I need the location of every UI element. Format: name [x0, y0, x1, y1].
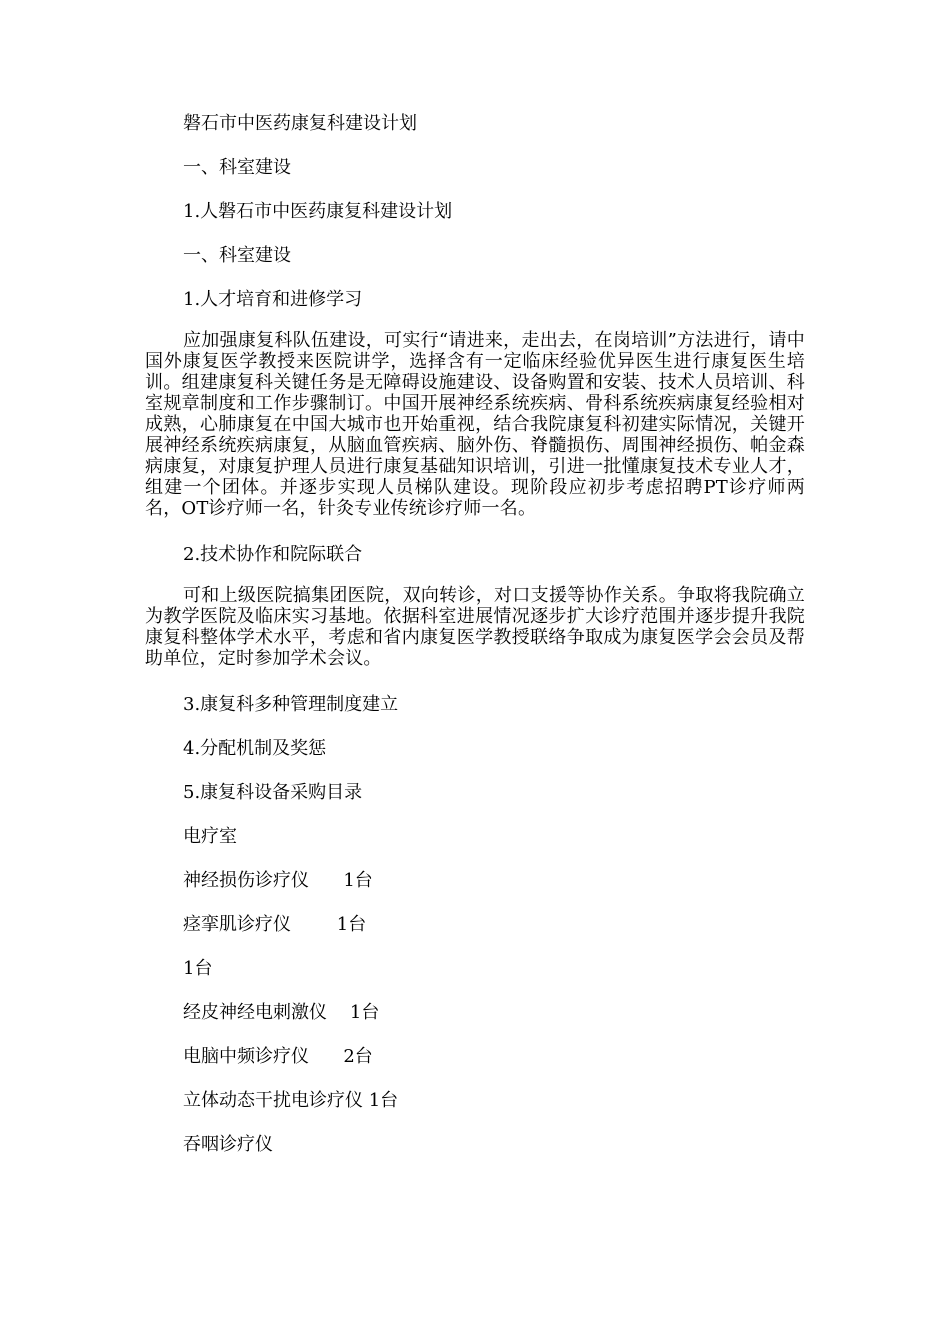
subheading: 3.康复科多种管理制度建立	[183, 694, 399, 715]
document-title: 磐石市中医药康复科建设计划	[183, 113, 417, 134]
document-page	[145, 110, 805, 1175]
subheading: 4.分配机制及奖惩	[183, 738, 327, 759]
list-heading: 电疗室	[183, 826, 237, 847]
subheading: 2.技术协作和院际联合	[183, 544, 363, 565]
subheading: 5.康复科设备采购目录	[183, 782, 363, 803]
list-item: 经皮神经电刺激仪 1台	[183, 1002, 380, 1023]
list-item: 1台	[183, 958, 213, 979]
body-paragraph: 可和上级医院搞集团医院，双向转诊，对口支援等协作关系。争取将我院确立为教学医院及临床实习基地。依据科室进展情况逐步扩大诊疗范围并逐步提升我院康复科整体学术水平，考虑和省内康复医学教授联络争取成为康复医学会会员及帮助单位，定时参加学术会议。	[145, 585, 805, 669]
section-heading: 一、科室建设	[183, 245, 291, 266]
list-item: 电脑中频诊疗仪 2台	[183, 1046, 373, 1067]
body-paragraph: 应加强康复科队伍建设，可实行“请进来，走出去，在岗培训”方法进行，请中国外康复医学教授来医院讲学，选择含有一定临床经验优异医生进行康复医生培训。组建康复科关键任务是无障碍设施建设、设备购置和安装、技术人员培训、科室规章制度和工作步骤制订。中国开展神经系统疾病、骨科系统疾病康复经验相对成熟，心肺康复在中国大城市也开始重视，结合我院康复科初建实际情况，关键开展神经系统疾病康复，从脑血管疾病、脑外伤、脊髓损伤、周围神经损伤、帕金森病康复，对康复护理人员进行康复基础知识培训，引进一批懂康复技术专业人才，组建一个团体。并逐步实现人员梯队建设。现阶段应初步考虑招聘PT诊疗师两名，OT诊疗师一名，针灸专业传统诊疗师一名。	[145, 330, 805, 519]
section-heading: 一、科室建设	[183, 157, 291, 178]
list-item: 神经损伤诊疗仪 1台	[183, 870, 373, 891]
list-item: 吞咽诊疗仪	[183, 1134, 273, 1155]
list-item: 痉挛肌诊疗仪 1台	[183, 914, 367, 935]
subheading: 1.人磐石市中医药康复科建设计划	[183, 201, 453, 222]
subheading: 1.人才培育和进修学习	[183, 289, 363, 310]
list-item: 立体动态干扰电诊疗仪 1台	[183, 1090, 399, 1111]
